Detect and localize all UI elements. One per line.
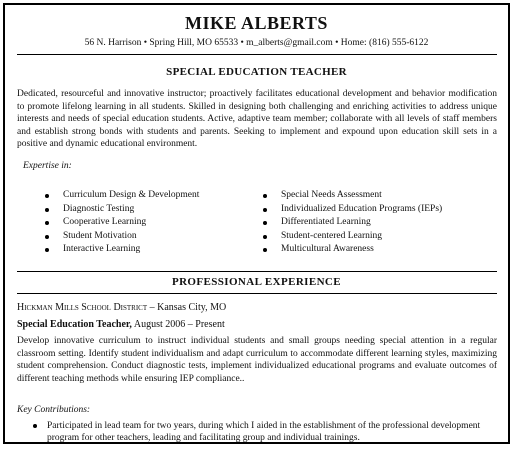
contributions-label: Key Contributions: [17,405,91,415]
bullet-icon [45,235,49,239]
list-item [43,216,199,230]
skill-label: Curriculum Design & Development [63,190,200,200]
employer-name: Hickman Mills School District [17,302,148,313]
list-item [261,230,442,244]
skill-label: Special Needs Assessment [281,190,382,200]
bullet-icon [263,208,267,212]
skill-label: Diagnostic Testing [63,203,135,214]
expertise-list-left [43,189,199,257]
list-item [261,216,442,230]
skill-label: Differentiated Learning [281,217,371,228]
bullet-icon [45,248,49,252]
skill-label: Student Motivation [63,230,137,241]
experience-heading: PROFESSIONAL EXPERIENCE [171,276,342,288]
expertise-list-right [261,189,442,257]
section-divider-top [17,271,497,272]
list-item [261,189,442,203]
list-item [43,243,199,257]
header-divider [17,54,497,55]
role-line [17,319,225,330]
contribution-text: Participated in lead team for two years, during which I aided in the establishment of the professional development program for other teachers, leading and facilitating group and individual trainings. [47,421,481,444]
bullet-icon [45,221,49,225]
expertise-label: Expertise in: [23,161,72,171]
bullet-icon [33,424,37,428]
skill-label: Student-centered Learning [281,230,383,241]
summary-paragraph: Dedicated, resourceful and innovative instructor; proactively facilitates educational development and behavior modification to promote lifelong learning in all students. Skilled in designing both challenging and enriching activities to address unique interests and needs of special education students. Active, adaptive team member; collaborate with all levels of staff members and establish strong bonds with students and parents. Seeking to implement and expound upon education skill sets in a positive and dynamic educational environment. [17,89,497,150]
skill-label: Individualized Education Programs (IEPs) [281,203,443,214]
list-item [43,189,199,203]
list-item [43,203,199,217]
bullet-icon [263,248,267,252]
employer-location: – Kansas City, MO [149,302,227,313]
bullet-icon [45,208,49,212]
list-item [29,420,489,445]
job-dates: August 2006 – Present [133,319,225,330]
contributions-list [29,420,489,445]
resume-page [3,3,510,444]
list-item [261,203,442,217]
candidate-name: MIKE ALBERTS [185,13,328,33]
bullet-icon [263,235,267,239]
skill-label: Interactive Learning [63,244,141,255]
employer-line [17,302,226,313]
list-item [261,243,442,257]
skill-label: Cooperative Learning [63,217,147,228]
objective-title: SPECIAL EDUCATION TEACHER [166,66,347,78]
contact-line: 56 N. Harrison • Spring Hill, MO 65533 • m_alberts@gmail.com • Home: (816) 555-6122 [84,38,429,48]
section-divider-bottom [17,293,497,294]
bullet-icon [45,194,49,198]
bullet-icon [263,221,267,225]
skill-label: Multicultural Awareness [281,244,374,255]
job-description: Develop innovative curriculum to instruct individual students and small groups needing special attention in a regular classroom setting. Identify student individualism and adapt curriculum to accommodate different learning styles, maximizing student comprehension. Conduct diagnostic tests, implement individualized educational programs and evaluate outcomes of different teaching methods while ensuring IEP compliance.. [17,336,497,384]
job-title: Special Education Teacher, [17,319,132,330]
bullet-icon [263,194,267,198]
list-item [43,230,199,244]
